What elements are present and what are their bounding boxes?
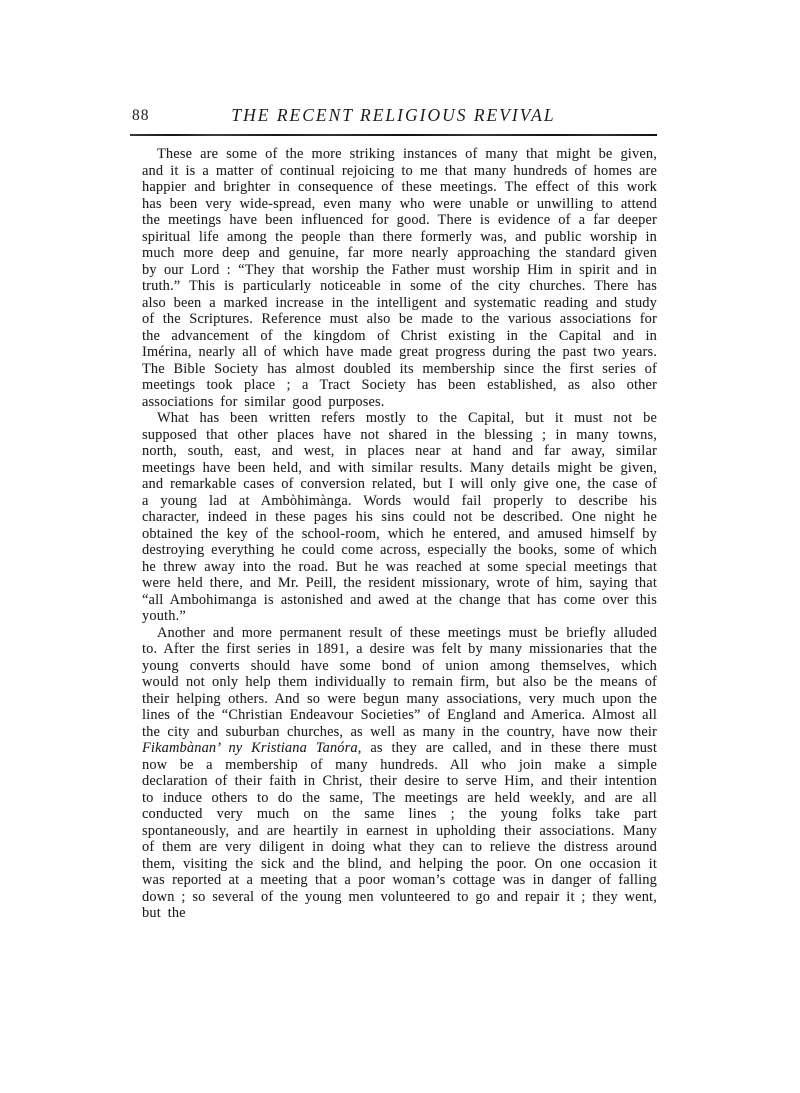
paragraph-2 <box>142 410 657 625</box>
page-header <box>130 104 657 130</box>
paragraph-3-text-post: , as they are called, and in these there must now be a membership of many hundreds. All who join make a simple declaration of their faith in Christ, their desire to serve Him, and their intention to induce others to do the same, The meetings are held weekly, and are all conducted very much on the same lines ; the young folks take part spontaneously, and are heartily in earnest in upholding their associations. Many of them are very diligent in doing what they can to relieve the distress around them, visiting the sick and the blind, and helping the poor. On one occasion it was reported at a meeting that a poor woman’s cottage was in danger of falling down ; so several of the young men volunteered to go and repair it ; they went, but the <box>142 740 657 921</box>
paragraph-3 <box>142 625 657 922</box>
header-rule <box>130 134 657 136</box>
page-number: 88 <box>132 107 150 124</box>
paragraph-3-text-pre: Another and more permanent result of these meetings must be briefly alluded to. After the first series in 1891, a desire was felt by many missionaries that the young converts should have some bond of union among themselves, which would not only help them individually to remain firm, but also be the means of their helping others. And so were begun many associations, very much upon the lines of the “Christian Endeavour Societies” of England and America. Almost all the city and suburban churches, as well as many in the country, have now their <box>142 624 657 740</box>
running-title: THE RECENT RELIGIOUS REVIVAL <box>231 105 556 125</box>
paragraph-1 <box>142 146 657 410</box>
page-text <box>142 146 657 922</box>
paragraph-2-text: What has been written refers mostly to the Capital, but it must not be supposed that other places have not shared in the blessing ; in many towns, north, south, east, and west, in places near at hand and far away, similar meetings have been held, and with similar results. Many details might be given, and remarkable cases of conversion related, but I will only give one, the case of a young lad at Ambòhimànga. Words would fail properly to describe his character, indeed in these pages his sins could not be described. One night he obtained the key of the school-room, which he entered, and amused himself by destroying everything he could come across, especially the books, some of which he threw away into the road. But he was reached at some special meetings that were held there, and Mr. Peill, the resident missionary, wrote of him, saying that “all Ambohimanga is astonished and awed at the change that has come over this youth.” <box>142 410 657 624</box>
paragraph-1-text: These are some of the more striking instances of many that might be given, and it is a matter of continual rejoicing to me that many hundreds of homes are happier and brighter in consequence of these meetings. The effect of this work has been very wide-spread, even many who were unable or unwilling to attend the meetings have been influenced for good. There is evidence of a far deeper spiritual life among the people than there formerly was, and public worship in much more deep and genuine, far more nearly approaching the standard given by our Lord : “They that worship the Father must worship Him in spirit and in truth.” This is particularly noticeable in some of the city churches. There has also been a marked increase in the intelligent and systematic reading and study of the Scriptures. Reference must also be made to the various associations for the advancement of the kingdom of Christ existing in the Capital and in Imérina, nearly all of which have made great progress during the past two years. The Bible Society has almost doubled its membership since the first series of meetings took place ; a Tract Society has been established, as also other associations for similar good purposes. <box>142 146 657 410</box>
paragraph-3-italic-phrase: Fikambànan’ ny Kristiana Tanóra <box>142 740 358 756</box>
